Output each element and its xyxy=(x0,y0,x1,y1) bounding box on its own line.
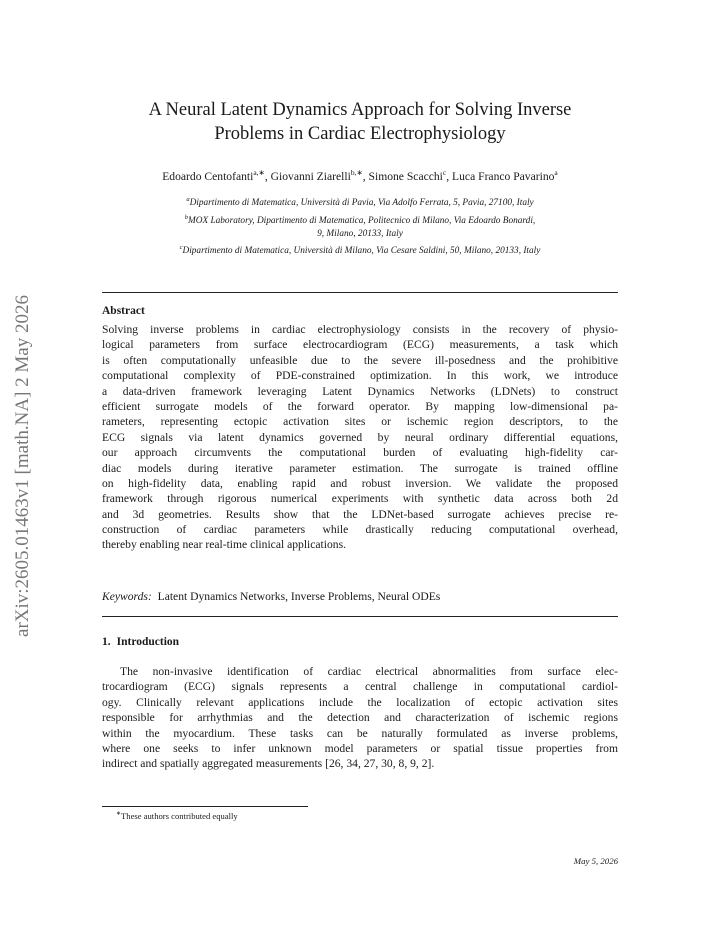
arxiv-identifier-text: arXiv:2605.01463v1 [math.NA] 2 May 2026 xyxy=(12,295,33,637)
author-mark: b,∗ xyxy=(350,168,363,177)
intro-line: indirect and spatially aggregated measurements [26, 34, 27, 30, 8, 9, 2]. xyxy=(102,757,435,771)
intro-line: within the myocardium. These tasks can be naturally formulated as inverse problems, xyxy=(102,726,618,740)
abstract-heading: Abstract xyxy=(102,305,145,317)
abstract-body xyxy=(102,322,618,553)
title-line: Problems in Cardiac Electrophysiology xyxy=(214,124,506,144)
section-number: 1. xyxy=(102,636,111,648)
abstract-line: construction of cardiac parameters while drastically reducing computational overhead, xyxy=(102,523,618,537)
author-name: Edoardo Centofanti xyxy=(162,169,254,183)
intro-line: ogy. Clinically relevant applications include the localization of ectopic activation sites xyxy=(102,695,618,709)
abstract-top-rule xyxy=(102,292,618,293)
abstract-bottom-rule xyxy=(102,616,618,617)
affiliation-text: Dipartimento di Matematica, Università di Pavia, Via Adolfo Ferrata, 5, Pavia, 27100, Italy xyxy=(189,198,534,209)
preprint-date: May 5, 2026 xyxy=(573,856,618,866)
title-line: A Neural Latent Dynamics Approach for Solving Inverse xyxy=(148,100,572,120)
introduction-body xyxy=(102,664,618,772)
abstract-line: is often computationally unfeasible due to the severe ill-posedness and the prohibitive xyxy=(102,353,618,367)
author-mark: c xyxy=(442,168,447,177)
keywords-label: Keywords: xyxy=(102,590,152,603)
footnote-mark: ∗ xyxy=(116,811,122,817)
intro-line: responsible for arrhythmias and the detection and characterization of ischemic regions xyxy=(102,711,618,725)
abstract-line: diac models during iterative parameter estimation. The surrogate is trained offline xyxy=(102,461,618,475)
abstract-line: our approach circumvents the computational burden of evaluating high-fidelity car- xyxy=(102,446,618,460)
abstract-line: ECG signals via latent dynamics governed by neural ordinary differential equations, xyxy=(102,430,618,444)
abstract-line: a data-driven framework leveraging Latent Dynamics Networks (LDNets) to construct xyxy=(102,384,618,398)
abstract-line: rameters, representing ectopic activation sites or ischemic region descriptors, to the xyxy=(102,415,618,429)
abstract-line: efficient surrogate models of the forward operator. By mapping low-dimensional pa- xyxy=(102,399,618,413)
keywords-text: Latent Dynamics Networks, Inverse Problems, Neural ODEs xyxy=(157,590,441,603)
abstract-line: on high-fidelity data, enabling rapid and robust inversion. We validate the proposed xyxy=(102,476,618,490)
author-name: Luca Franco Pavarino xyxy=(452,169,555,183)
affiliation-text: MOX Laboratory, Dipartimento di Matematica, Politecnico di Milano, Via Edoardo Bonardi, xyxy=(188,215,536,226)
intro-line: trocardiogram (ECG) signals represents a central challenge in computational cardiol- xyxy=(102,680,618,694)
affiliation-continued: 9, Milano, 20133, Italy xyxy=(317,229,403,239)
paper-title xyxy=(102,98,618,146)
affiliation-mark: c xyxy=(179,244,183,252)
footnote-text: These authors contributed equally xyxy=(121,810,238,821)
author-name: Giovanni Ziarelli xyxy=(270,169,351,183)
keywords xyxy=(102,590,440,603)
abstract-line: Solving inverse problems in cardiac electrophysiology consists in the recovery of physio- xyxy=(102,323,618,336)
intro-line: where one seeks to infer unknown model parameters or spatial tissue properties from xyxy=(102,741,618,755)
affiliation xyxy=(90,193,630,211)
author-mark: a xyxy=(554,168,558,177)
abstract-line: framework through rigorous numerical experiments with synthetic data across both 2d xyxy=(102,492,618,506)
affiliations xyxy=(90,193,630,259)
abstract-line: thereby enabling near real-time clinical applications. xyxy=(102,538,347,552)
abstract-line: logical parameters from surface electrocardiogram (ECG) measurements, a task which xyxy=(102,338,618,352)
footnote xyxy=(116,810,238,821)
author-list: Edoardo Centofanti$^{a,∗}$, Giovanni Ziarelli$^{b,∗}$, Simone Scacchi$^c$, Luca Franco Pavarino$^a$ xyxy=(162,168,558,183)
author-name: Simone Scacchi xyxy=(368,169,443,183)
affiliation xyxy=(90,211,630,229)
abstract-line: and 3d geometries. Results show that the LDNet-based surrogate achieves precise re- xyxy=(102,507,618,521)
section-heading-introduction xyxy=(102,636,179,648)
author-mark: a,∗ xyxy=(253,168,265,177)
intro-line: The non-invasive identification of cardiac electrical abnormalities from surface elec- xyxy=(120,665,618,678)
section-title: Introduction xyxy=(116,636,180,648)
abstract-line: computational complexity of PDE-constrained optimization. In this work, we introduce xyxy=(102,369,618,383)
affiliation-mark: a xyxy=(186,196,190,203)
affiliation xyxy=(90,241,630,259)
affiliation-text: Dipartimento di Matematica, Università di Milano, Via Cesare Saldini, 50, Milano, 20133, Italy xyxy=(182,246,541,257)
affiliation-mark: b xyxy=(184,213,188,221)
footnote-rule xyxy=(102,806,308,807)
